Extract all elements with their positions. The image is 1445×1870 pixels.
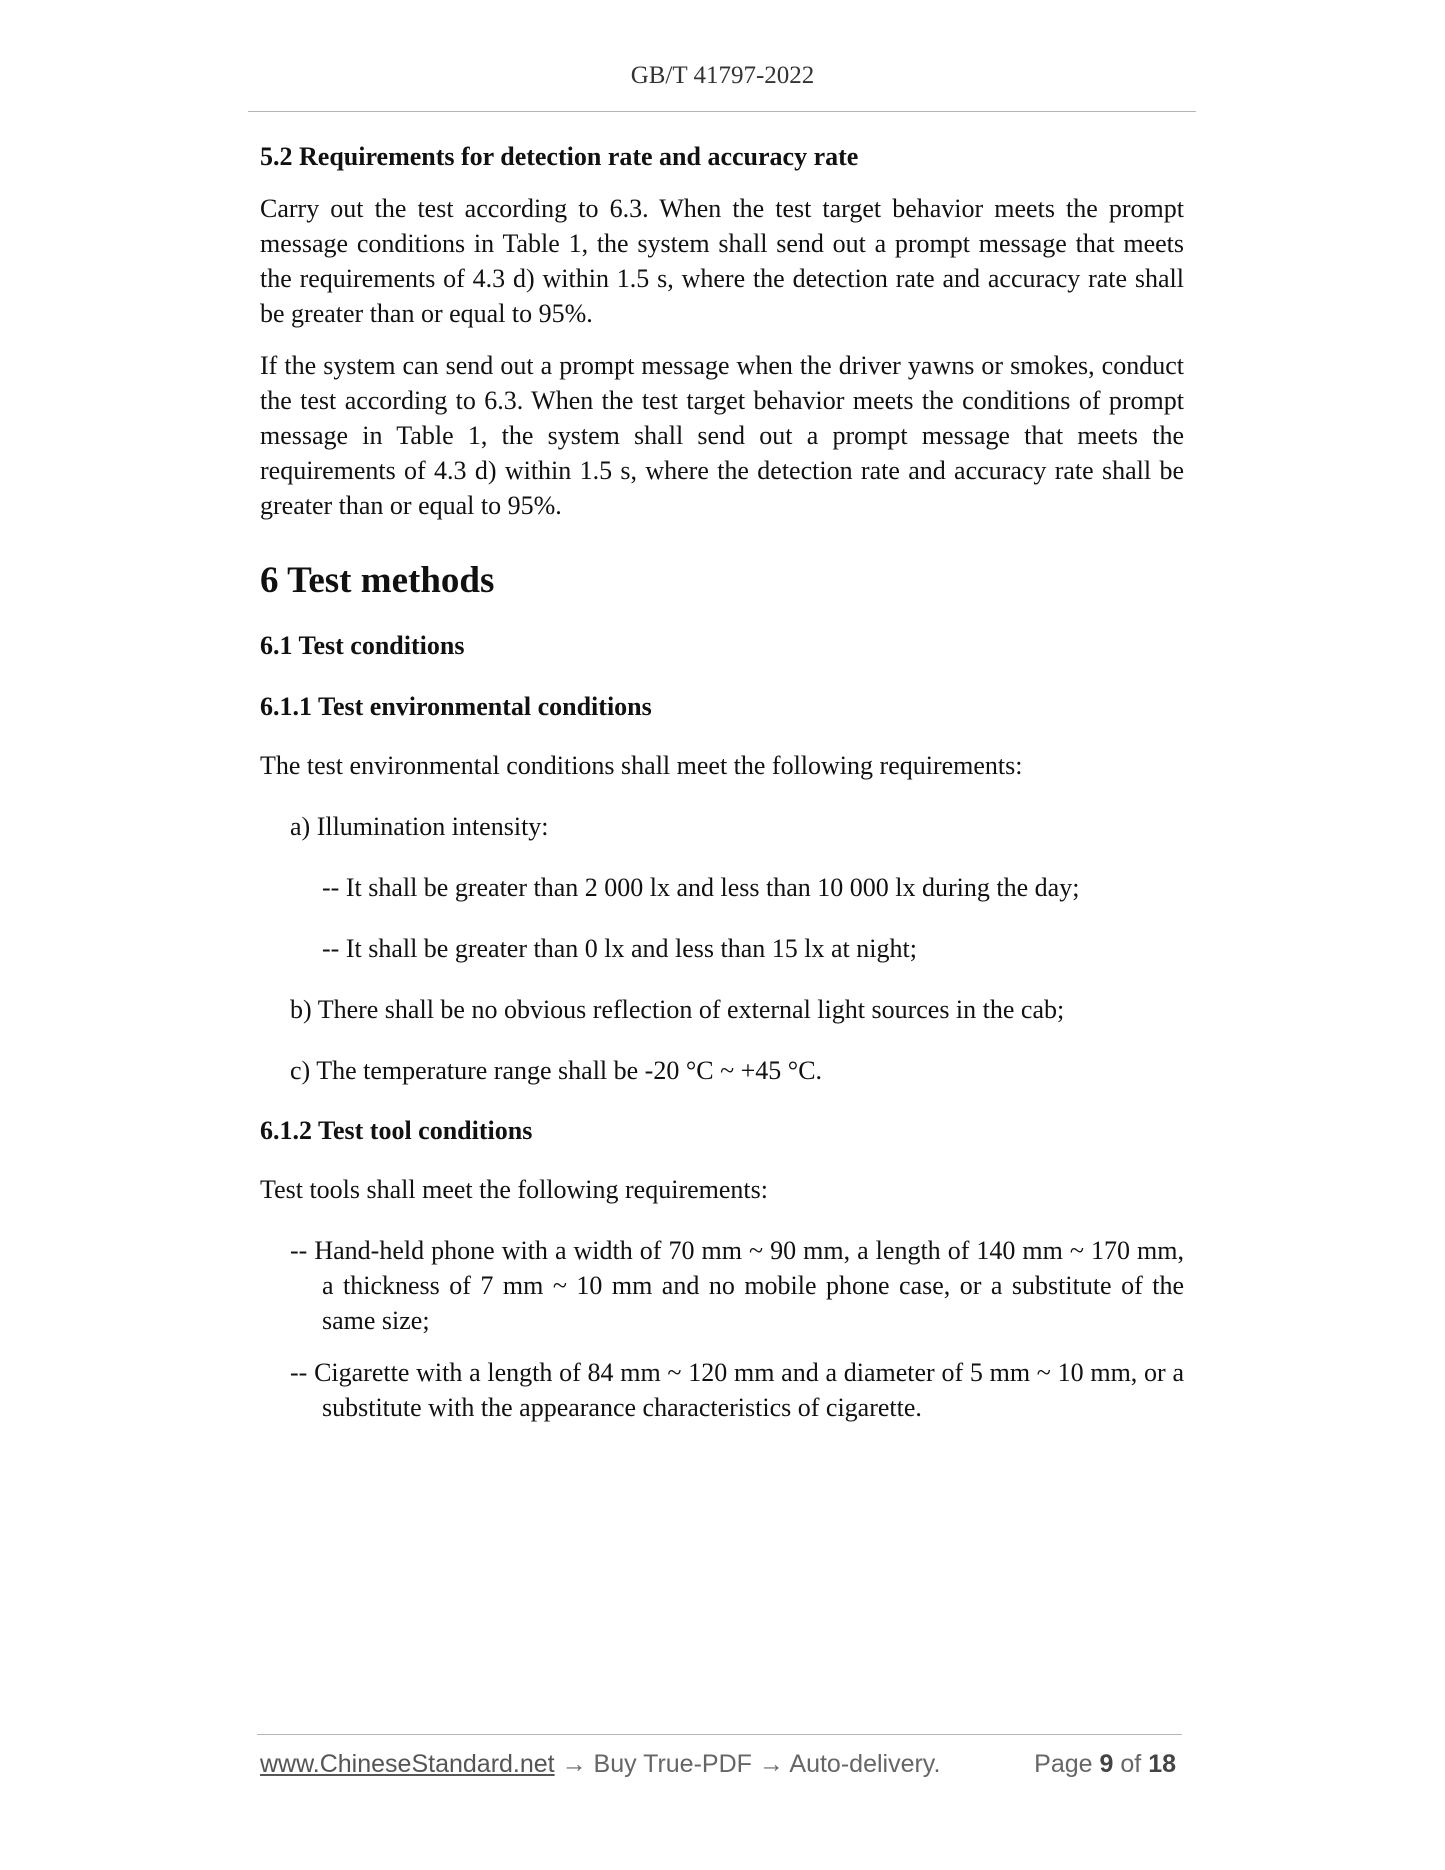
page-current: 9 — [1099, 1750, 1114, 1778]
section-6-1-1-heading: 6.1.1 Test environmental conditions — [260, 692, 652, 721]
section-5-2-paragraph-1: Carry out the test according to 6.3. When the test target behavior meets the prompt message conditions in Table 1, the system shall send out a prompt message that meets the requirements of 4.3 d) within 1.5 s, where the detection rate and accuracy rate shall be greater than or equal to 95%. — [260, 194, 1184, 328]
promo-text: → Buy True-PDF → Auto-delivery. — [561, 1750, 941, 1778]
footer-divider — [257, 1734, 1182, 1735]
list-item-b: b) There shall be no obvious reflection of external light sources in the cab; — [290, 995, 1065, 1024]
page-total: 18 — [1148, 1750, 1176, 1778]
header-divider — [248, 111, 1196, 112]
section-5-2-heading: 5.2 Requirements for detection rate and accuracy rate — [260, 142, 859, 171]
section-6-1-2-intro: Test tools shall meet the following requirements: — [260, 1175, 768, 1204]
page-number — [1034, 1750, 1176, 1779]
page-label: Page — [1034, 1750, 1093, 1778]
page-content — [260, 140, 1184, 1425]
tool-item-cigarette: -- Cigarette with a length of 84 mm ~ 120 mm and a diameter of 5 mm ~ 10 mm, or a substitute with the appearance characteristics of cigarette. — [290, 1358, 1184, 1422]
list-item-a: a) Illumination intensity: — [290, 812, 549, 841]
site-link[interactable]: www.ChineseStandard.net — [260, 1750, 555, 1778]
list-item-a-2: -- It shall be greater than 0 lx and less than 15 lx at night; — [322, 934, 917, 963]
section-5-2-paragraph-2: If the system can send out a prompt message when the driver yawns or smokes, conduct the test according to 6.3. When the test target behavior meets the conditions of prompt message in Table 1, the system shall send out a prompt message that meets the requirements of 4.3 d) within 1.5 s, where the detection rate and accuracy rate shall be greater than or equal to 95%. — [260, 351, 1184, 520]
section-6-1-heading: 6.1 Test conditions — [260, 631, 465, 660]
section-6-1-2-heading: 6.1.2 Test tool conditions — [260, 1116, 533, 1145]
list-item-a-1: -- It shall be greater than 2 000 lx and less than 10 000 lx during the day; — [322, 873, 1080, 902]
page-of: of — [1120, 1750, 1142, 1778]
page-footer — [260, 1750, 1180, 1779]
tool-item-phone: -- Hand-held phone with a width of 70 mm ~ 90 mm, a length of 140 mm ~ 170 mm, a thickness of 7 mm ~ 10 mm and no mobile phone case, or a substitute of the same size; — [290, 1236, 1184, 1335]
list-item-c: c) The temperature range shall be -20 °C ~ +45 °C. — [290, 1056, 823, 1085]
section-6-heading: 6 Test methods — [260, 560, 495, 601]
document-id-header: GB/T 41797-2022 — [630, 62, 815, 89]
section-6-1-1-intro: The test environmental conditions shall meet the following requirements: — [260, 751, 1023, 780]
